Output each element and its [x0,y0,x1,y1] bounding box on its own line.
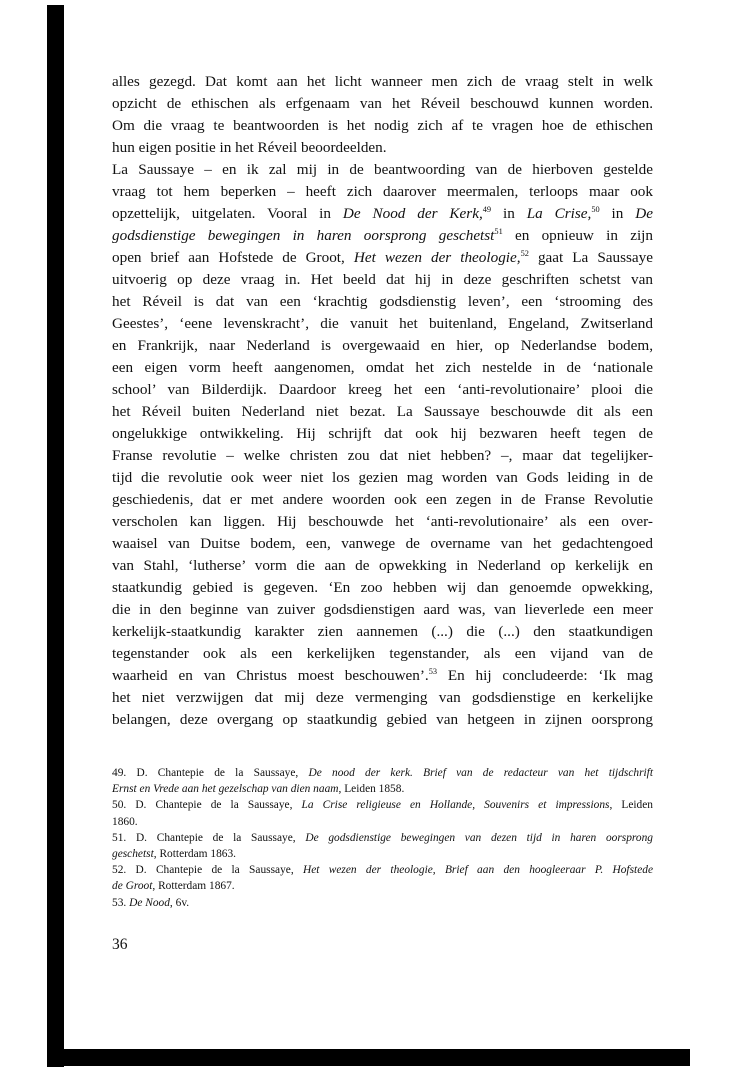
text-run: La Saussaye – en ik zal mij in de beantwoording van de hierboven gestelde [112,161,653,178]
footnote-reference: 52 [520,249,529,259]
text-run: En hij concludeerde: ‘Ik mag [437,667,653,684]
text-run: opzicht de ethischen als erfgenaam van het Réveil beschouwd kunnen worden. [112,95,653,112]
text-run: , Leiden [609,799,654,812]
text-run: waarheid en van Christus moest beschouwen’. [112,667,429,684]
footnote-line [112,878,653,894]
text-run: gaat La Saussaye [528,249,653,266]
body-line [112,357,653,379]
text-run: 51. D. Chantepie de la Saussaye, [112,831,306,844]
footnote-reference: 53 [428,667,438,677]
text-run: , Leiden 1858. [338,783,405,796]
text-run: het Réveil buiten Nederland niet bezat. La Saussaye beschouwde dit als een [112,403,653,420]
text-run: in [599,205,636,222]
text-run: school’ van Bilderdijk. Daardoor kreeg het een ‘anti-revolutionaire’ plooi die [112,381,653,398]
footnote-reference: 49 [482,205,492,215]
scan-border-bottom [47,1049,690,1066]
body-line [112,335,653,357]
body-line [112,709,653,731]
footnote-line [112,765,653,781]
body-line [112,401,653,423]
text-run: tegenstander ook als een kerkelijken tegenstander, als een vijand van de [112,645,653,662]
body-line [112,313,653,335]
body-text [112,71,653,731]
text-run: tijd die revolutie ook weer niet los gezien mag worden van Gods leiding in de [112,469,653,486]
italic-title: De Nood [129,896,170,909]
text-run: van Stahl, ‘lutherse’ vorm die aan de opwekking in Nederland op kerkelijk en [112,557,653,574]
footnote-line [112,830,653,846]
body-line [112,137,653,159]
text-run: open brief aan Hofstede de Groot, [112,249,354,266]
body-line [112,599,653,621]
text-run: en Frankrijk, naar Nederland is overgewaaid en hier, op Nederlandse bodem, [112,337,653,354]
text-run: kerkelijk-staatkundig karakter zien aannemen (...) die (...) den staatkundigen [112,623,653,640]
italic-title: de Groot [112,880,153,893]
text-run: opzettelijk, uitgelaten. Vooral in [112,205,343,222]
footnote-line [112,781,653,797]
text-run: staatkundig gebied is gegeven. ‘En zoo hebben wij dan genoemde opwekking, [112,579,653,596]
body-line [112,423,653,445]
text-run: 52. D. Chantepie de la Saussaye, [112,864,303,877]
italic-title: Ernst en Vrede aan het gezelschap van dien naam [112,783,339,796]
body-line [112,533,653,555]
text-run: Franse revolutie – welke christen zou dat niet hebben? –, maar dat tegelijker- [112,447,653,464]
body-line [112,159,653,181]
text-run: en opnieuw in zijn [502,227,653,244]
scan-border-left [47,5,64,1067]
body-line [112,181,653,203]
text-run: Geestes’, ‘eene levenskracht’, die vanuit het buitenland, Engeland, Zwitserland [112,315,653,332]
text-run: , Rotterdam 1867. [152,880,235,893]
text-run: uitvoerig op deze vraag in. Het beeld dat hij in deze geschriften schetst van [112,271,653,288]
text-run: Om die vraag te beantwoorden is het nodig zich af te vragen hoe de ethischen [112,117,653,134]
text-run: waaisel van Duitse bodem, een, vanwege de overname van het gedachtengoed [112,535,653,552]
footnote-line [112,797,653,813]
text-run: vraag tot hem beperken – heeft zich daarover meermalen, terloops maar ook [112,183,653,200]
footnote-line [112,895,653,911]
text-run: , Rotterdam 1863. [153,847,237,860]
text-run: 49. D. Chantepie de la Saussaye, [112,767,309,779]
italic-title: De [635,205,653,222]
body-line [112,665,653,687]
body-line [112,247,653,269]
text-run: het Réveil is dat van een ‘krachtig godsdienstig leven’, een ‘strooming des [112,293,653,310]
body-line [112,621,653,643]
italic-title: godsdienstige bewegingen in haren oorsprong geschetst [112,227,495,244]
body-line [112,511,653,533]
body-line [112,555,653,577]
footnotes [112,765,653,911]
text-run: verscholen kan liggen. Hij beschouwde het ‘anti-revolutionaire’ als een over- [112,513,653,530]
italic-title: geschetst [112,847,154,860]
text-run: 1860. [112,815,138,828]
text-run: die in den beginne van zuiver godsdienstigen aard was, van lieverlede een meer [112,601,653,618]
text-run: in [491,205,527,222]
italic-title: Het wezen der theologie, [353,249,521,266]
body-line [112,269,653,291]
footnote-line [112,814,653,830]
body-line [112,687,653,709]
body-line [112,445,653,467]
body-line [112,489,653,511]
page-number: 36 [112,936,128,953]
italic-title: De Nood der Kerk, [342,205,483,222]
text-run: een eigen vorm heeft aangenomen, omdat het zich nestelde in de ‘nationale [112,359,653,376]
body-line [112,577,653,599]
body-line [112,643,653,665]
footnote-reference: 50 [591,205,600,215]
italic-title: De nood der kerk. Brief van de redacteur van het tijdschrift [308,767,654,779]
body-line [112,225,653,247]
text-run: hun eigen positie in het Réveil beoordeelden. [112,139,387,156]
text-run: 50. D. Chantepie de la Saussaye, [112,799,302,812]
italic-title: La Crise religieuse en Hollande, Souvenirs et impressions [301,799,610,812]
body-line [112,467,653,489]
body-line [112,93,653,115]
text-run: 53. [112,896,130,909]
text-run: ongelukkige ontwikkeling. Hij schrijft dat ook hij bezwaren heeft tegen de [112,425,653,442]
italic-title: La Crise, [526,205,592,222]
body-line [112,203,653,225]
text-run: geschiedenis, dat er met andere woorden ook een zegen in de Franse Revolutie [112,491,653,508]
footnote-line [112,846,653,862]
text-run: alles gezegd. Dat komt aan het licht wanneer men zich de vraag stelt in welk [112,73,653,90]
italic-title: De godsdienstige bewegingen van dezen tijd in haren oorsprong [305,831,653,844]
text-run: , 6v. [169,896,190,909]
text-run: het niet verzwijgen dat mij deze vermenging van godsdienstige en kerkelijke [112,689,653,706]
body-line [112,71,653,93]
footnote-reference: 51 [494,227,503,237]
body-line [112,291,653,313]
body-line [112,379,653,401]
body-line [112,115,653,137]
italic-title: Het wezen der theologie, Brief aan den hoogleeraar P. Hofstede [302,864,654,877]
footnote-line [112,862,653,878]
text-run: belangen, deze overgang op staatkundig gebied van hetgeen in zijnen oorsprong [112,711,653,728]
